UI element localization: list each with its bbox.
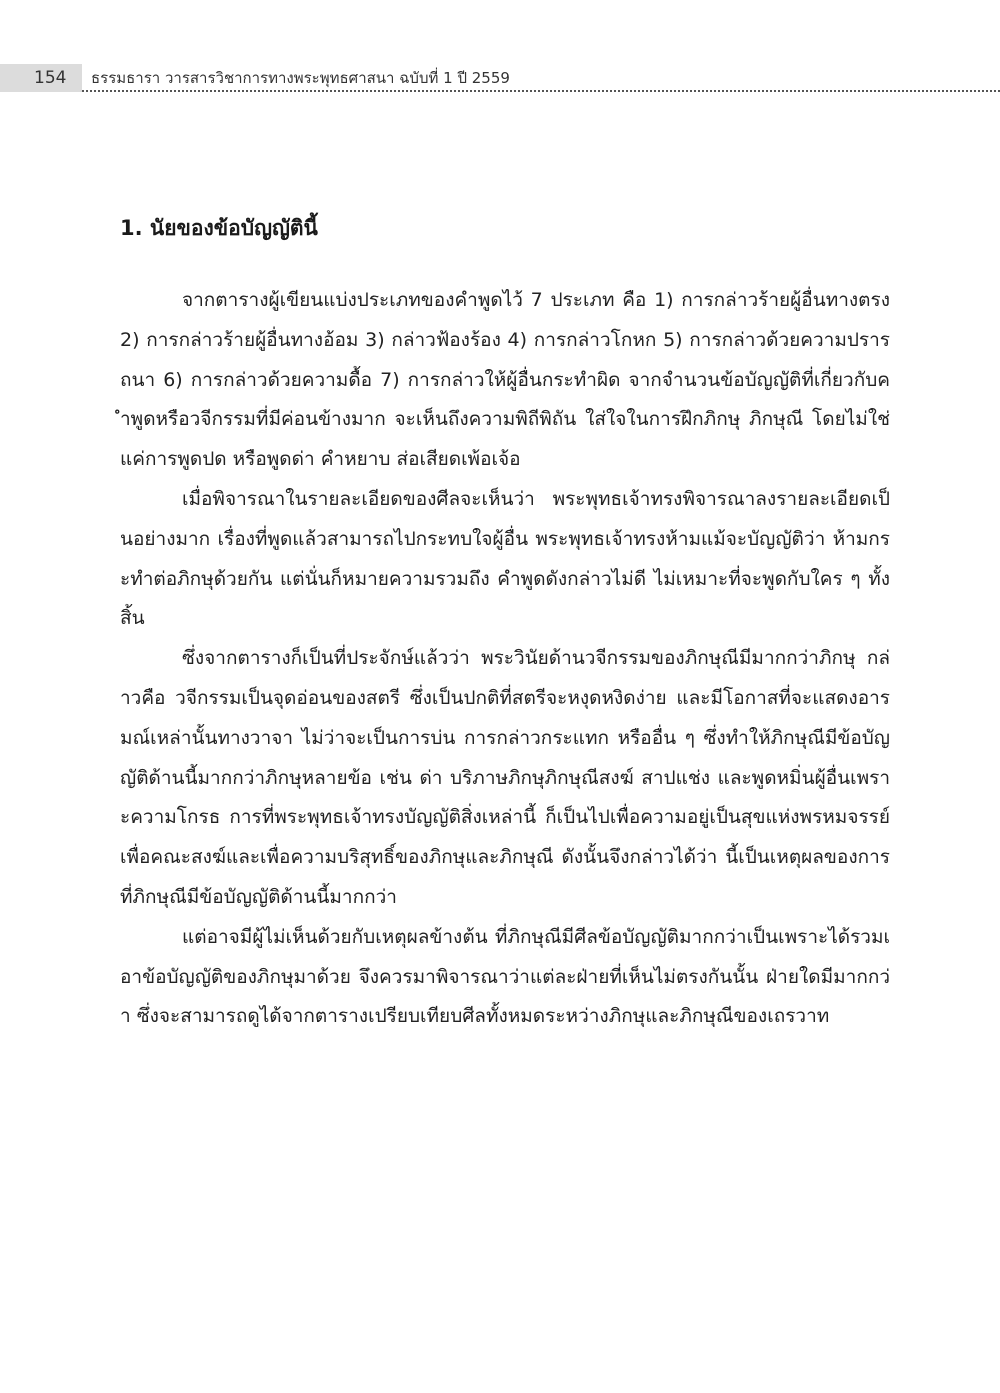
paragraph-2: เมื่อพิจารณาในรายละเอียดของศีลจะเห็นว่า พระพุทธเจ้าทรงพิจารณาลงรายละเอียดเป็นอย่างมาก เรื่องที่พูดแล้วสามารถไปกระทบใจผู้อื่น พระพุทธเจ้าทรงห้ามแม้จะบัญญัติว่า ห้ามกระทำต่อภิกษุด้วยกัน แต่นั่นก็หมายความรวมถึง คำพูดดังกล่าวไม่ดี ไม่เหมาะที่จะพูดกับใคร ๆ ทั้งสิ้น [120, 487, 890, 630]
paragraph-3: ซึ่งจากตารางก็เป็นที่ประจักษ์แล้วว่า พระวินัยด้านวจีกรรมของภิกษุณีมีมากกว่าภิกษุ กล่าวคือ วจีกรรมเป็นจุดอ่อนของสตรี ซึ่งเป็นปกติที่สตรีจะหงุดหงิดง่าย และมีโอกาสที่จะแสดงอารมณ์เหล่านั้นทางวาจา ไม่ว่าจะเป็นการบ่น การกล่าวกระแทก หรืออื่น ๆ ซึ่งทำให้ภิกษุณีมีข้อบัญญัติด้านนี้มากกว่าภิกษุหลายข้อ เช่น ด่า บริภาษภิกษุภิกษุณีสงฆ์ สาปแช่ง และพูดหมิ่นผู้อื่นเพราะความโกรธ การที่พระพุทธเจ้าทรงบัญญัติสิ่งเหล่านี้ ก็เป็นไปเพื่อความอยู่เป็นสุขแห่งพรหมจรรย์ เพื่อคณะสงฆ์และเพื่อความบริสุทธิ์ของภิกษุและภิกษุณี ดังนั้นจึงกล่าวได้ว่า นี้เป็นเหตุผลของการที่ภิกษุณีมีข้อบัญญัติด้านนี้มากกว่า [120, 647, 890, 908]
page-number-box [0, 64, 82, 92]
paragraph-1: จากตารางผู้เขียนแบ่งประเภทของคำพูดไว้ 7 ประเภท คือ 1) การกล่าวร้ายผู้อื่นทางตรง 2) การกล่าวร้ายผู้อื่นทางอ้อม 3) กล่าวฟ้องร้อง 4) การกล่าวโกหก 5) การกล่าวด้วยความปรารถนา 6) การกล่าวด้วยความดื้อ 7) การกล่าวให้ผู้อื่นกระทำผิด จากจำนวนข้อบัญญัติที่เกี่ยวกับคำพูดหรือวจีกรรมที่มีค่อนข้างมาก จะเห็นถึงความพิถีพิถัน ใส่ใจในการฝึกภิกษุ ภิกษุณี โดยไม่ใช่แค่การพูดปด หรือพูดด่า คำหยาบ ส่อเสียดเพ้อเจ้อ [120, 289, 890, 471]
page-number: 154 [34, 68, 67, 88]
section-title: 1. นัยของข้อบัญญัตินี้ [120, 216, 318, 241]
body-text [120, 281, 890, 1037]
running-header [0, 64, 1000, 94]
header-dotted-rule [82, 90, 1000, 92]
paragraph-4: แต่อาจมีผู้ไม่เห็นด้วยกับเหตุผลข้างต้น ที่ภิกษุณีมีศีลข้อบัญญัติมากกว่าเป็นเพราะได้รวมเอาข้อบัญญัติของภิกษุมาด้วย จึงควรมาพิจารณาว่าแต่ละฝ่ายที่เห็นไม่ตรงกันนั้น ฝ่ายใดมีมากกว่า ซึ่งจะสามารถดูได้จากตารางเปรียบเทียบศีลทั้งหมดระหว่างภิกษุและภิกษุณีของเถรวาท [120, 925, 890, 1028]
journal-title: ธรรมธารา วารสารวิชาการทางพระพุทธศาสนา ฉบับที่ 1 ปี 2559 [91, 69, 510, 87]
